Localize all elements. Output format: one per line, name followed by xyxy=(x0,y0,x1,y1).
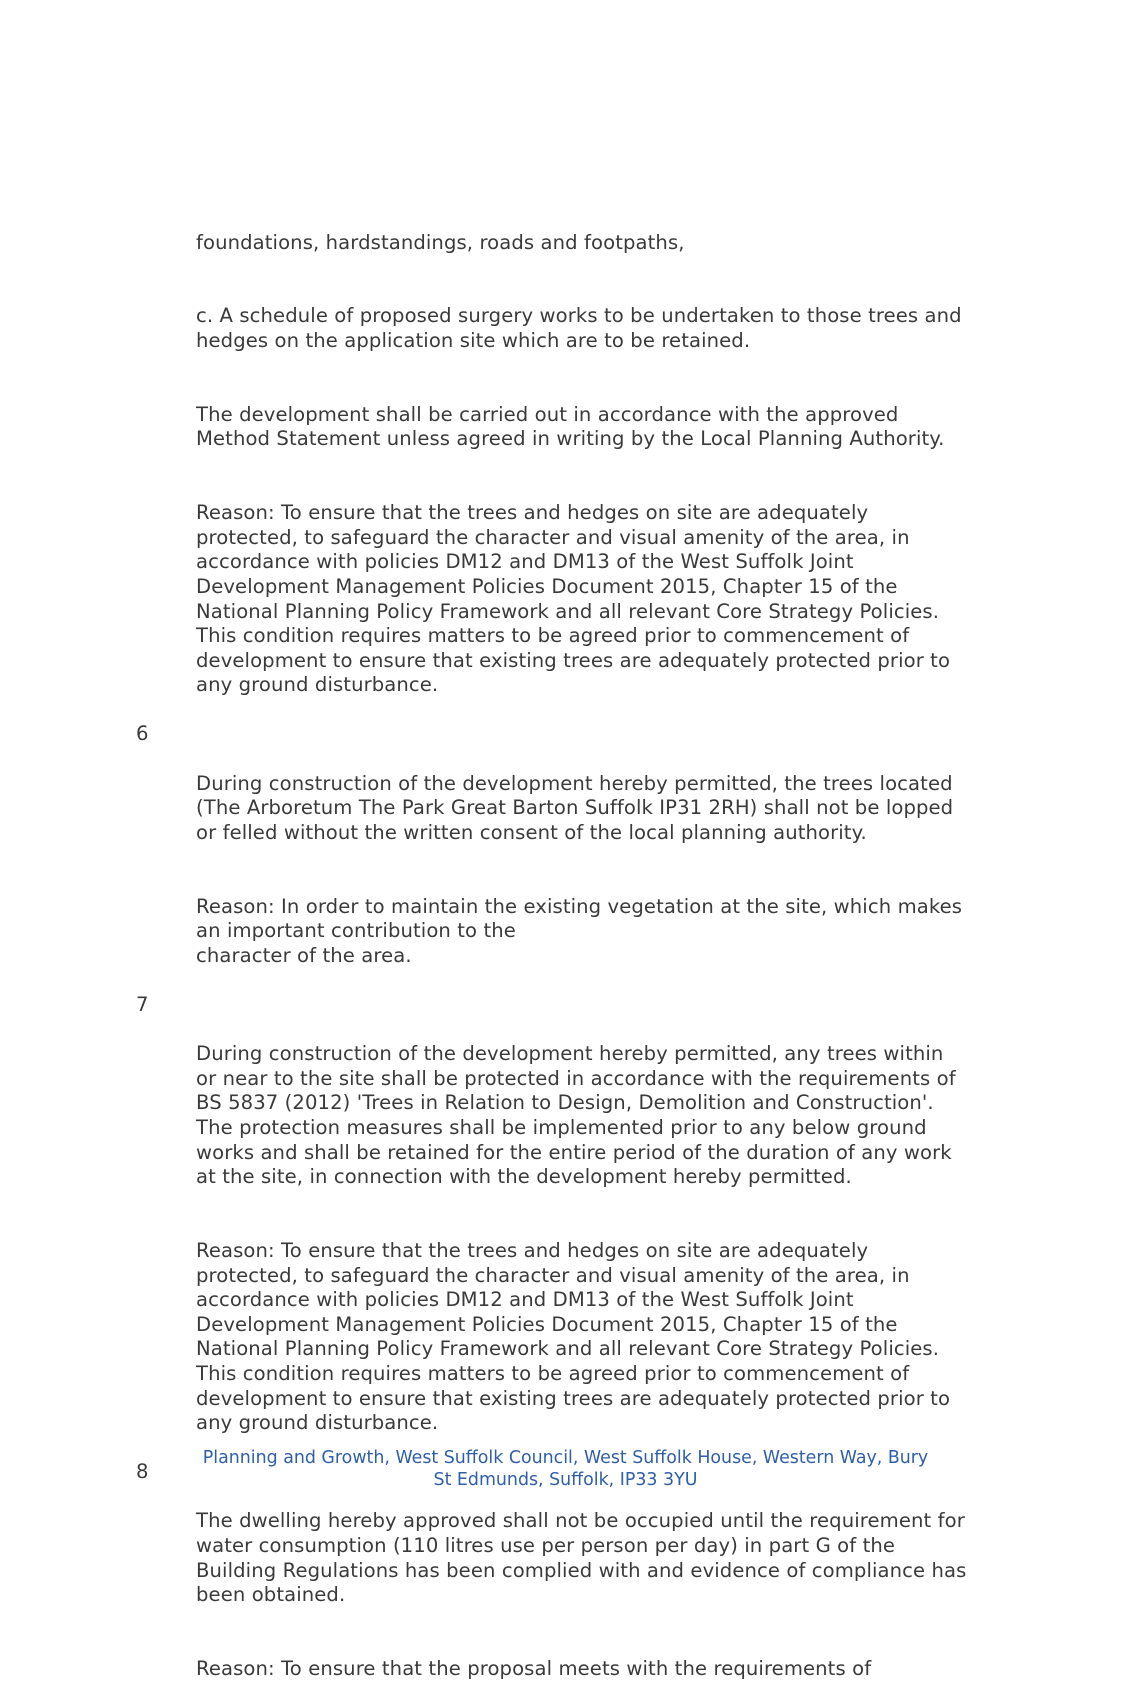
page-footer xyxy=(0,1447,1131,1491)
condition-7 xyxy=(0,993,1131,1190)
paragraph-text: Reason: To ensure that the trees and hedges on site are adequately protected, to safeguard the character and visual amenity of the area, in accordance with policies DM12 and DM13 of the West Suffolk Joint Development Management Policies Document 2015, Chapter 15 of the National Planning Policy Framework and all relevant Core Strategy Policies. This condition requires matters to be agreed prior to commencement of development to ensure that existing trees are adequately protected prior to any ground disturbance. xyxy=(196,1238,951,1435)
paragraph-text: During construction of the development hereby permitted, the trees located (The Arboretum The Park Great Barton Suffolk IP31 2RH) shall not be lopped or felled without the written consent of the local planning authority. xyxy=(196,771,954,844)
paragraph-method-statement xyxy=(0,378,1131,452)
reason-condition-8 xyxy=(0,1632,1131,1681)
paragraph-text: c. A schedule of proposed surgery works to be undertaken to those trees and hedges on the application site which are to be retained. xyxy=(196,304,962,352)
paragraph-surgery-schedule xyxy=(0,280,1131,354)
paragraph-text: foundations, hardstandings, roads and footpaths, xyxy=(196,230,685,254)
paragraph-text: The dwelling hereby approved shall not be occupied until the requirement for water consumption (110 litres use per person per day) in part G of the Building Regulations has been complied with and evidence of compliance has been obtained. xyxy=(196,1509,967,1607)
condition-number: 8 xyxy=(136,1460,149,1484)
paragraph-text: Reason: In order to maintain the existing vegetation at the site, which makes an important contribution to the character of the area. xyxy=(196,894,963,967)
condition-number: 6 xyxy=(136,722,149,746)
paragraph-text: During construction of the development hereby permitted, any trees within or near to the site shall be protected in accordance with the requirements of BS 5837 (2012) 'Trees in Relation to Design, Demolition and Construction'. The protection measures shall be implemented prior to any below ground works and shall be retained for the entire period of the duration of any work at the site, in connection with the development hereby permitted. xyxy=(196,1042,956,1189)
paragraph-text: Reason: To ensure that the proposal meets with the requirements of xyxy=(196,1657,872,1681)
condition-number: 7 xyxy=(136,993,149,1016)
paragraph-text: Reason: To ensure that the trees and hedges on site are adequately protected, to safeguard the character and visual amenity of the area, in accordance with policies DM12 and DM13 of the West Suffolk Joint Development Management Policies Document 2015, Chapter 15 of the National Planning Policy Framework and all relevant Core Strategy Policies. This condition requires matters to be agreed prior to commencement of development to ensure that existing trees are adequately protected prior to any ground disturbance. xyxy=(196,501,951,697)
paragraph-foundations-continued xyxy=(0,206,1131,255)
condition-6 xyxy=(0,722,1131,845)
footer-address-line-2: St Edmunds, Suffolk, IP33 3YU xyxy=(433,1470,698,1490)
reason-condition-6 xyxy=(0,870,1131,968)
paragraph-text: The development shall be carried out in accordance with the approved Method Statement unless agreed in writing by the Local Planning Authority. xyxy=(196,402,945,451)
reason-condition-7 xyxy=(0,1214,1131,1435)
reason-condition-5 xyxy=(0,477,1131,698)
footer-address-line-1: Planning and Growth, West Suffolk Council, West Suffolk House, Western Way, Bury xyxy=(202,1448,929,1468)
